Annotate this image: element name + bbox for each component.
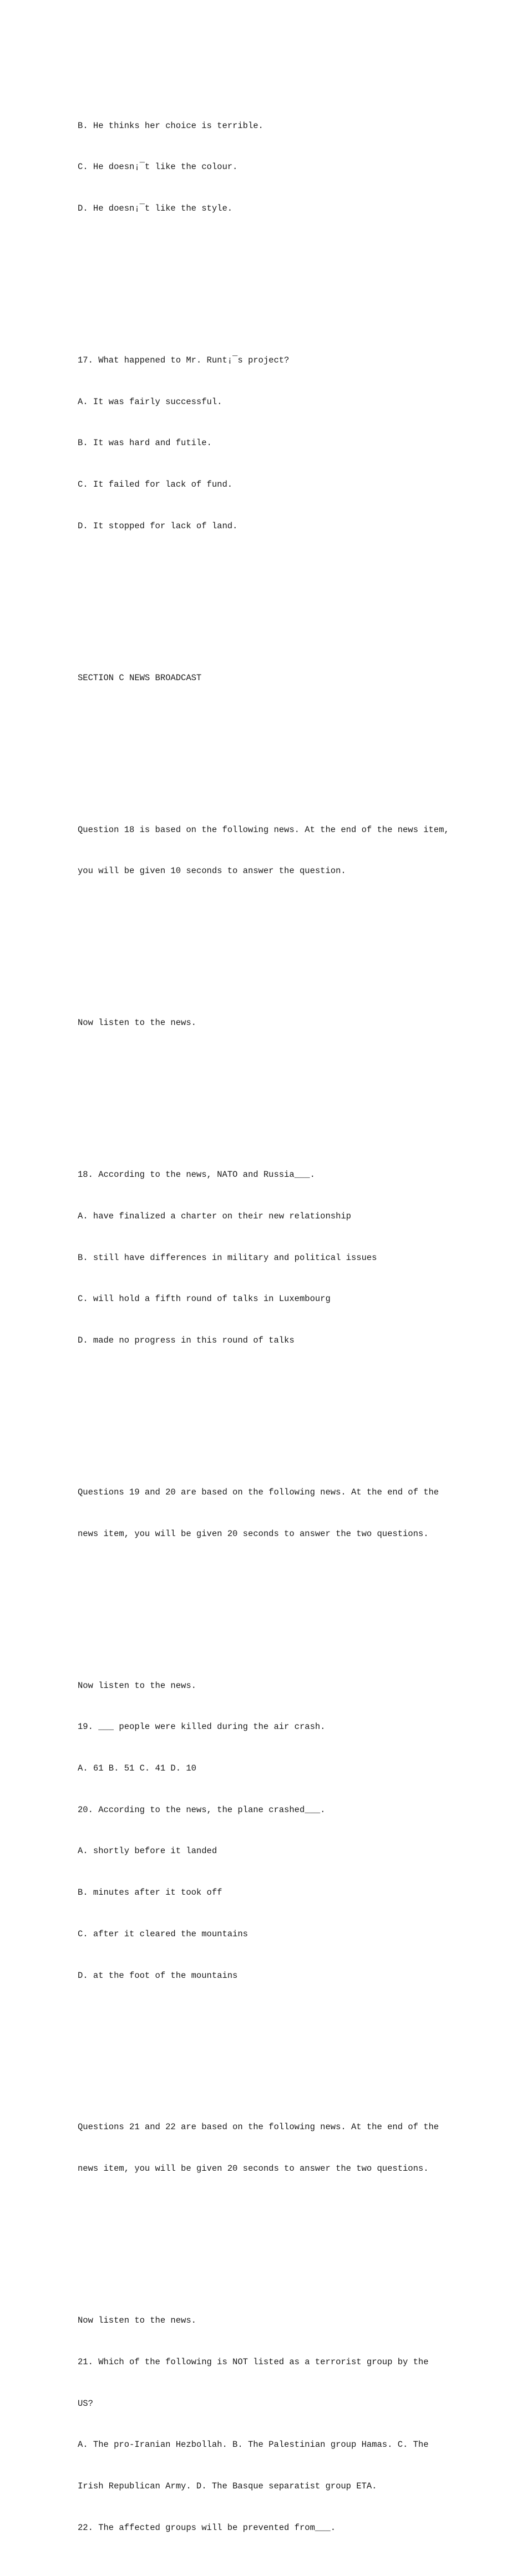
option-d-20: D. at the foot of the mountains [78,1970,238,1981]
option-a-17: A. It was fairly successful. [78,396,222,407]
option-d-17: D. It stopped for lack of land. [78,521,238,531]
spacer [78,2231,466,2245]
question-17: 17. What happened to Mr. Runt¡¯s project? [78,355,290,365]
instruction-line: Question 18 is based on the following news. At the end of the news item, [78,824,449,835]
options-21-cont: Irish Republican Army. D. The Basque separatist group ETA. [78,2481,377,2491]
listen-line: Now listen to the news. [78,2315,196,2326]
spacer [78,1085,466,1099]
question-21-cont: US? [78,2398,93,2409]
instruction-line: Questions 21 and 22 are based on the following news. At the end of the [78,2122,439,2133]
section-heading [78,644,466,713]
spacer [78,2038,466,2052]
instructions-q18 [78,795,466,906]
spacer [78,740,466,754]
spacer [78,588,466,602]
spacer [78,271,466,285]
block-q17 [78,326,466,560]
instruction-line: news item, you will be given 20 seconds to answer the two questions. [78,1528,429,1539]
instructions-q19-20 [78,1458,466,1568]
option-c-20: C. after it cleared the mountains [78,1929,248,1939]
options-19: A. 61 B. 51 C. 41 D. 10 [78,1763,196,1774]
instruction-line: news item, you will be given 20 seconds to answer the two questions. [78,2164,429,2174]
block-q16-options [78,91,466,243]
block-q21-22 [78,2286,466,2562]
spacer [78,1596,466,1610]
option-c-16: C. He doesn¡¯t like the colour. [78,162,238,172]
option-c-17: C. It failed for lack of fund. [78,480,233,490]
document-page [78,64,466,2576]
listen-line: Now listen to the news. [78,1680,196,1691]
question-21: 21. Which of the following is NOT listed as a terrorist group by the [78,2356,429,2367]
question-18: 18. According to the news, NATO and Russia___. [78,1170,315,1180]
question-20: 20. According to the news, the plane crashed___. [78,1804,326,1815]
option-c-18: C. will hold a fifth round of talks in Luxembourg [78,1294,331,1304]
option-a-18: A. have finalized a charter on their new relationship [78,1211,351,1221]
option-d-18: D. made no progress in this round of talks [78,1335,295,1346]
option-a-20: A. shortly before it landed [78,1846,217,1856]
option-b-20: B. minutes after it took off [78,1888,222,1898]
block-q18 [78,1140,466,1375]
spacer [78,1403,466,1417]
option-d-16: D. He doesn¡¯t like the style. [78,203,233,214]
instruction-line: you will be given 10 seconds to answer the question. [78,866,346,876]
listen-prompt-1 [78,988,466,1058]
section-c-title: SECTION C NEWS BROADCAST [78,672,202,683]
instructions-q21-22 [78,2093,466,2203]
listen-line: Now listen to the news. [78,1018,196,1028]
block-q19-20 [78,1651,466,2010]
spacer [78,934,466,947]
instruction-line: Questions 19 and 20 are based on the following news. At the end of the [78,1487,439,1497]
option-b-17: B. It was hard and futile. [78,438,212,448]
question-19: 19. ___ people were killed during the air crash. [78,1722,326,1732]
option-b-18: B. still have differences in military and political issues [78,1252,377,1263]
option-b-16: B. He thinks her choice is terrible. [78,120,264,131]
options-21: A. The pro-Iranian Hezbollah. B. The Palestinian group Hamas. C. The [78,2440,429,2450]
question-22: 22. The affected groups will be prevented from___. [78,2522,336,2533]
